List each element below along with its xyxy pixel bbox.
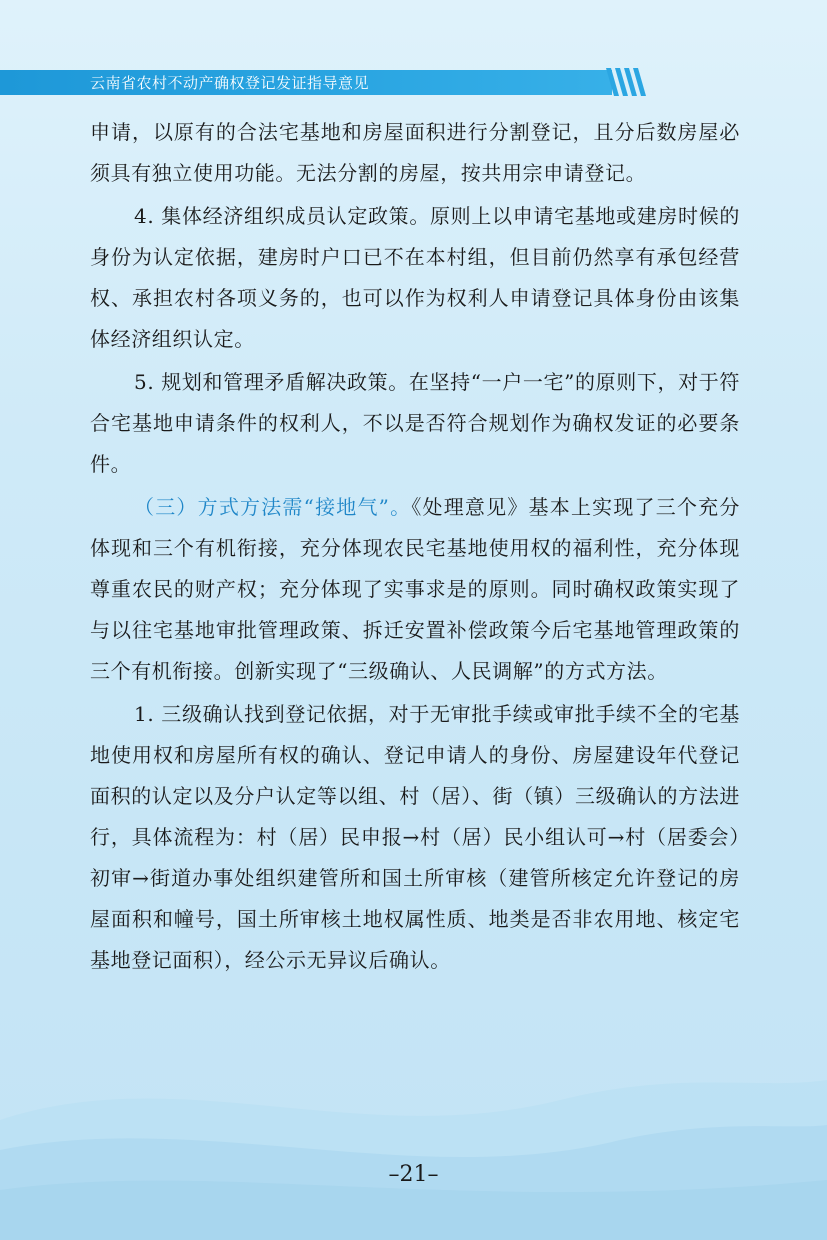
header-stripes-decoration (606, 68, 650, 96)
section-body: 《处理意见》基本上实现了三个充分体现和三个有机衔接，充分体现农民宅基地使用权的福利性，充分体现尊重农民的财产权；充分体现了实事求是的原则。同时确权政策实现了与以往宅基地审批管理政策、拆迁安置补偿政策今后宅基地管理政策的三个有机衔接。创新实现了“三级确认、人民调解”的方式方法。 (90, 495, 740, 683)
paragraph-continuation: 申请，以原有的合法宅基地和房屋面积进行分割登记，且分后数房屋必须具有独立使用功能。无法分割的房屋，按共用宗申请登记。 (90, 120, 740, 185)
paragraph-item-1: 1. 三级确认找到登记依据，对于无审批手续或审批手续不全的宅基地使用权和房屋所有权的确认、登记申请人的身份、房屋建设年代登记面积的认定以及分户认定等以组、村（居）、街（镇）三级确认的方法进行，具体流程为：村（居）民申报→村（居）民小组认可→村（居委会）初审→街道办事处组织建管所和国土所审核（建管所核定允许登记的房屋面积和幢号，国土所审核土地权属性质、地类是否非农用地、核定宅基地登记面积），经公示无异议后确认。 (90, 702, 740, 972)
paragraph-item-5: 5. 规划和管理矛盾解决政策。在坚持“一户一宅”的原则下，对于符合宅基地申请条件的权利人，不以是否符合规划作为确权发证的必要条件。 (90, 370, 740, 476)
section-heading: （三）方式方法需“接地气”。 (134, 495, 412, 519)
body-text (90, 112, 740, 983)
paragraph-item-4: 4. 集体经济组织成员认定政策。原则上以申请宅基地或建房时候的身份为认定依据，建房时户口已不在本村组，但目前仍然享有承包经营权、承担农村各项义务的，也可以作为权利人申请登记具体身份由该集体经济组织认定。 (90, 204, 740, 351)
running-header-title: 云南省农村不动产确权登记发证指导意见 (90, 74, 370, 92)
section-paragraph (90, 487, 740, 692)
page-number: –21– (388, 1162, 439, 1187)
